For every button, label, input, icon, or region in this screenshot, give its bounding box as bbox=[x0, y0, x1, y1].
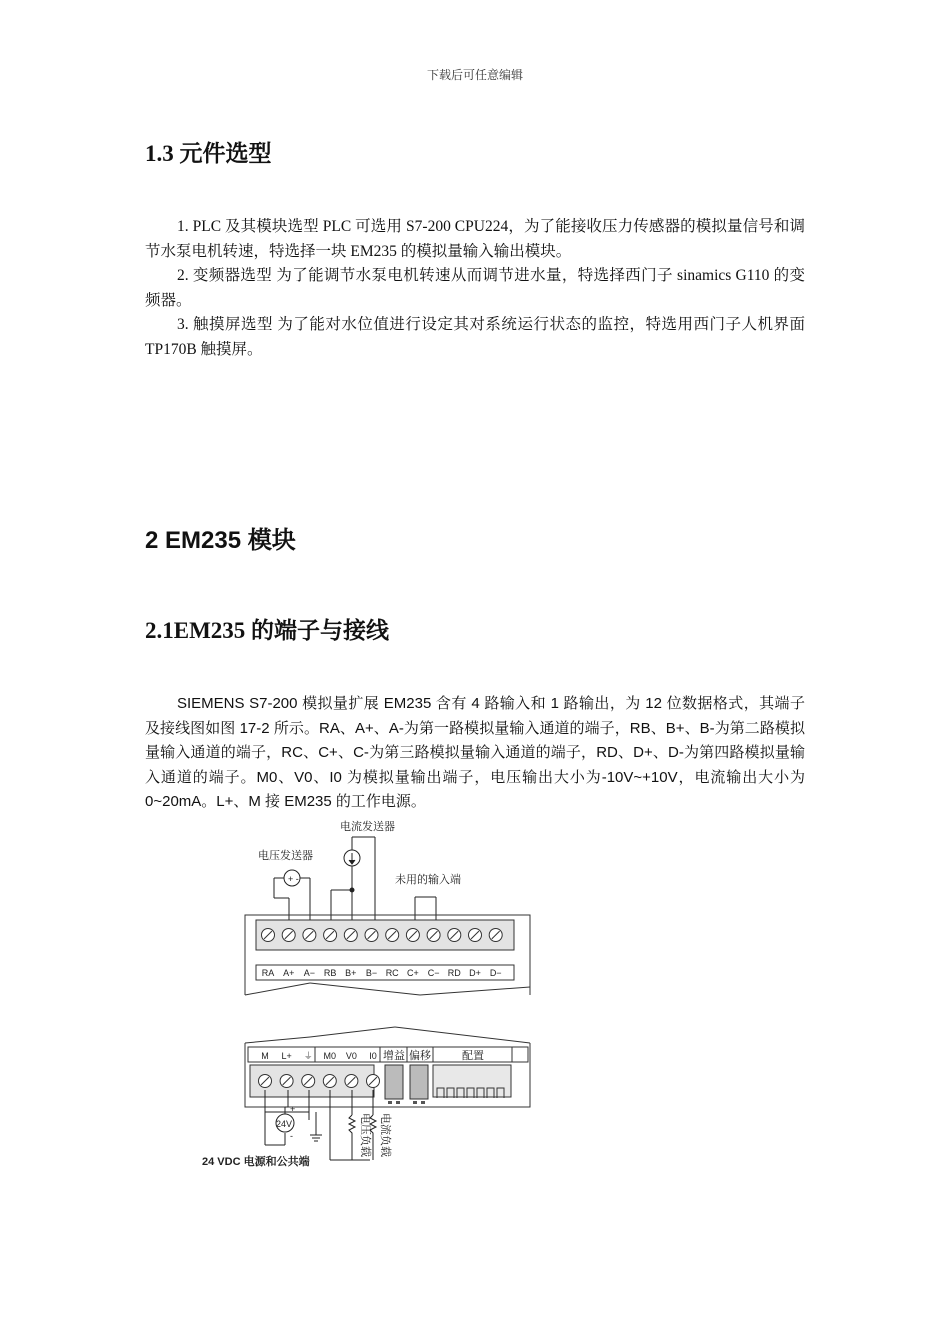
item-plc-text: 1. PLC 及其模块选型 PLC 可选用 S7-200 CPU224，为了能接收压力传感器的模拟量信号和调节水泵电机转速，特选择一块 EM235 的模拟量输入输出模块。 bbox=[145, 218, 805, 260]
terminal-label: A− bbox=[303, 968, 316, 978]
terminal-label: A+ bbox=[283, 968, 295, 978]
supply-minus: - bbox=[290, 1131, 293, 1141]
em235-description-text: SIEMENS S7-200 模拟量扩展 EM235 含有 4 路输入和 1 路输出，为 12 位数据格式，其端子及接线图如图 17-2 所示。RA、A+、A-为第一路模拟量输入通道的端子，RB、B+、B-为第二路模拟量输入通道的端子，RC、C+、C-为第三路模拟量输入通道的端子，RD、D+、D-为第四路模拟量输入通道的端子。M0、V0、I0 为模拟量输出端子，电压输出大小为-10V~+10V，电流输出大小为 0~20mA。L+、M 接 EM235 的工作电源。 bbox=[145, 695, 805, 810]
terminal-label: M0 bbox=[323, 1051, 337, 1061]
section-title-1-3: 1.3 元件选型 bbox=[145, 141, 272, 166]
terminal-label: RA bbox=[261, 968, 275, 978]
terminal-label: C− bbox=[427, 968, 440, 978]
supply-caption: 24 VDC 电源和公共端 bbox=[202, 1156, 310, 1168]
top-module-body bbox=[245, 915, 530, 995]
terminal-label: RB bbox=[323, 968, 337, 978]
supply-value: 24V bbox=[276, 1119, 293, 1129]
current-transmitter-symbol bbox=[331, 837, 375, 920]
terminal-label: ⏚ bbox=[303, 1051, 313, 1061]
terminal-label: V0 bbox=[345, 1051, 357, 1061]
pot-markers bbox=[388, 1101, 425, 1104]
config-label: 配置 bbox=[462, 1050, 484, 1062]
terminal-label: D− bbox=[489, 968, 502, 978]
voltage-transmitter-label: 电压发送器 bbox=[258, 850, 313, 862]
unused-input-jumper bbox=[415, 897, 436, 920]
gain-label: 增益 bbox=[383, 1050, 405, 1062]
em235-wiring-diagram bbox=[190, 815, 550, 1180]
terminal-label: M bbox=[261, 1051, 269, 1061]
voltage-transmitter-sign: + - bbox=[288, 874, 299, 884]
terminal-label: L+ bbox=[281, 1051, 292, 1061]
item-touchscreen bbox=[145, 313, 805, 362]
current-transmitter-label: 电流发送器 bbox=[340, 821, 395, 833]
current-load-label: 电流负载 bbox=[379, 1113, 391, 1157]
section-title-2-1: 2.1EM235 的端子与接线 bbox=[145, 618, 390, 643]
item-plc bbox=[145, 215, 805, 264]
terminal-label: B+ bbox=[345, 968, 357, 978]
terminal-label: RC bbox=[385, 968, 399, 978]
terminal-label: RD bbox=[447, 968, 461, 978]
item-touchscreen-text: 3. 触摸屏选型 为了能对水位值进行设定其对系统运行状态的监控，特选用西门子人机界面 TP170B 触摸屏。 bbox=[145, 316, 805, 358]
em235-description bbox=[145, 692, 805, 815]
section-title-2: 2 EM235 模块 bbox=[145, 527, 296, 554]
item-inverter bbox=[145, 264, 805, 313]
em235-wiring-svg bbox=[190, 815, 550, 1175]
terminal-label: B− bbox=[365, 968, 378, 978]
voltage-load-label: 电压负载 bbox=[359, 1113, 371, 1157]
terminal-label: I0 bbox=[369, 1051, 377, 1061]
unused-inputs-label: 未用的输入端 bbox=[395, 874, 461, 886]
terminal-label: C+ bbox=[407, 968, 419, 978]
terminal-label: D+ bbox=[469, 968, 481, 978]
supply-plus: + bbox=[290, 1104, 296, 1114]
item-inverter-text: 2. 变频器选型 为了能调节水泵电机转速从而调节进水量，特选择西门子 sinamics G110 的变频器。 bbox=[145, 267, 805, 309]
offset-label: 偏移 bbox=[409, 1050, 431, 1062]
page-header: 下载后可任意编辑 bbox=[426, 68, 523, 82]
